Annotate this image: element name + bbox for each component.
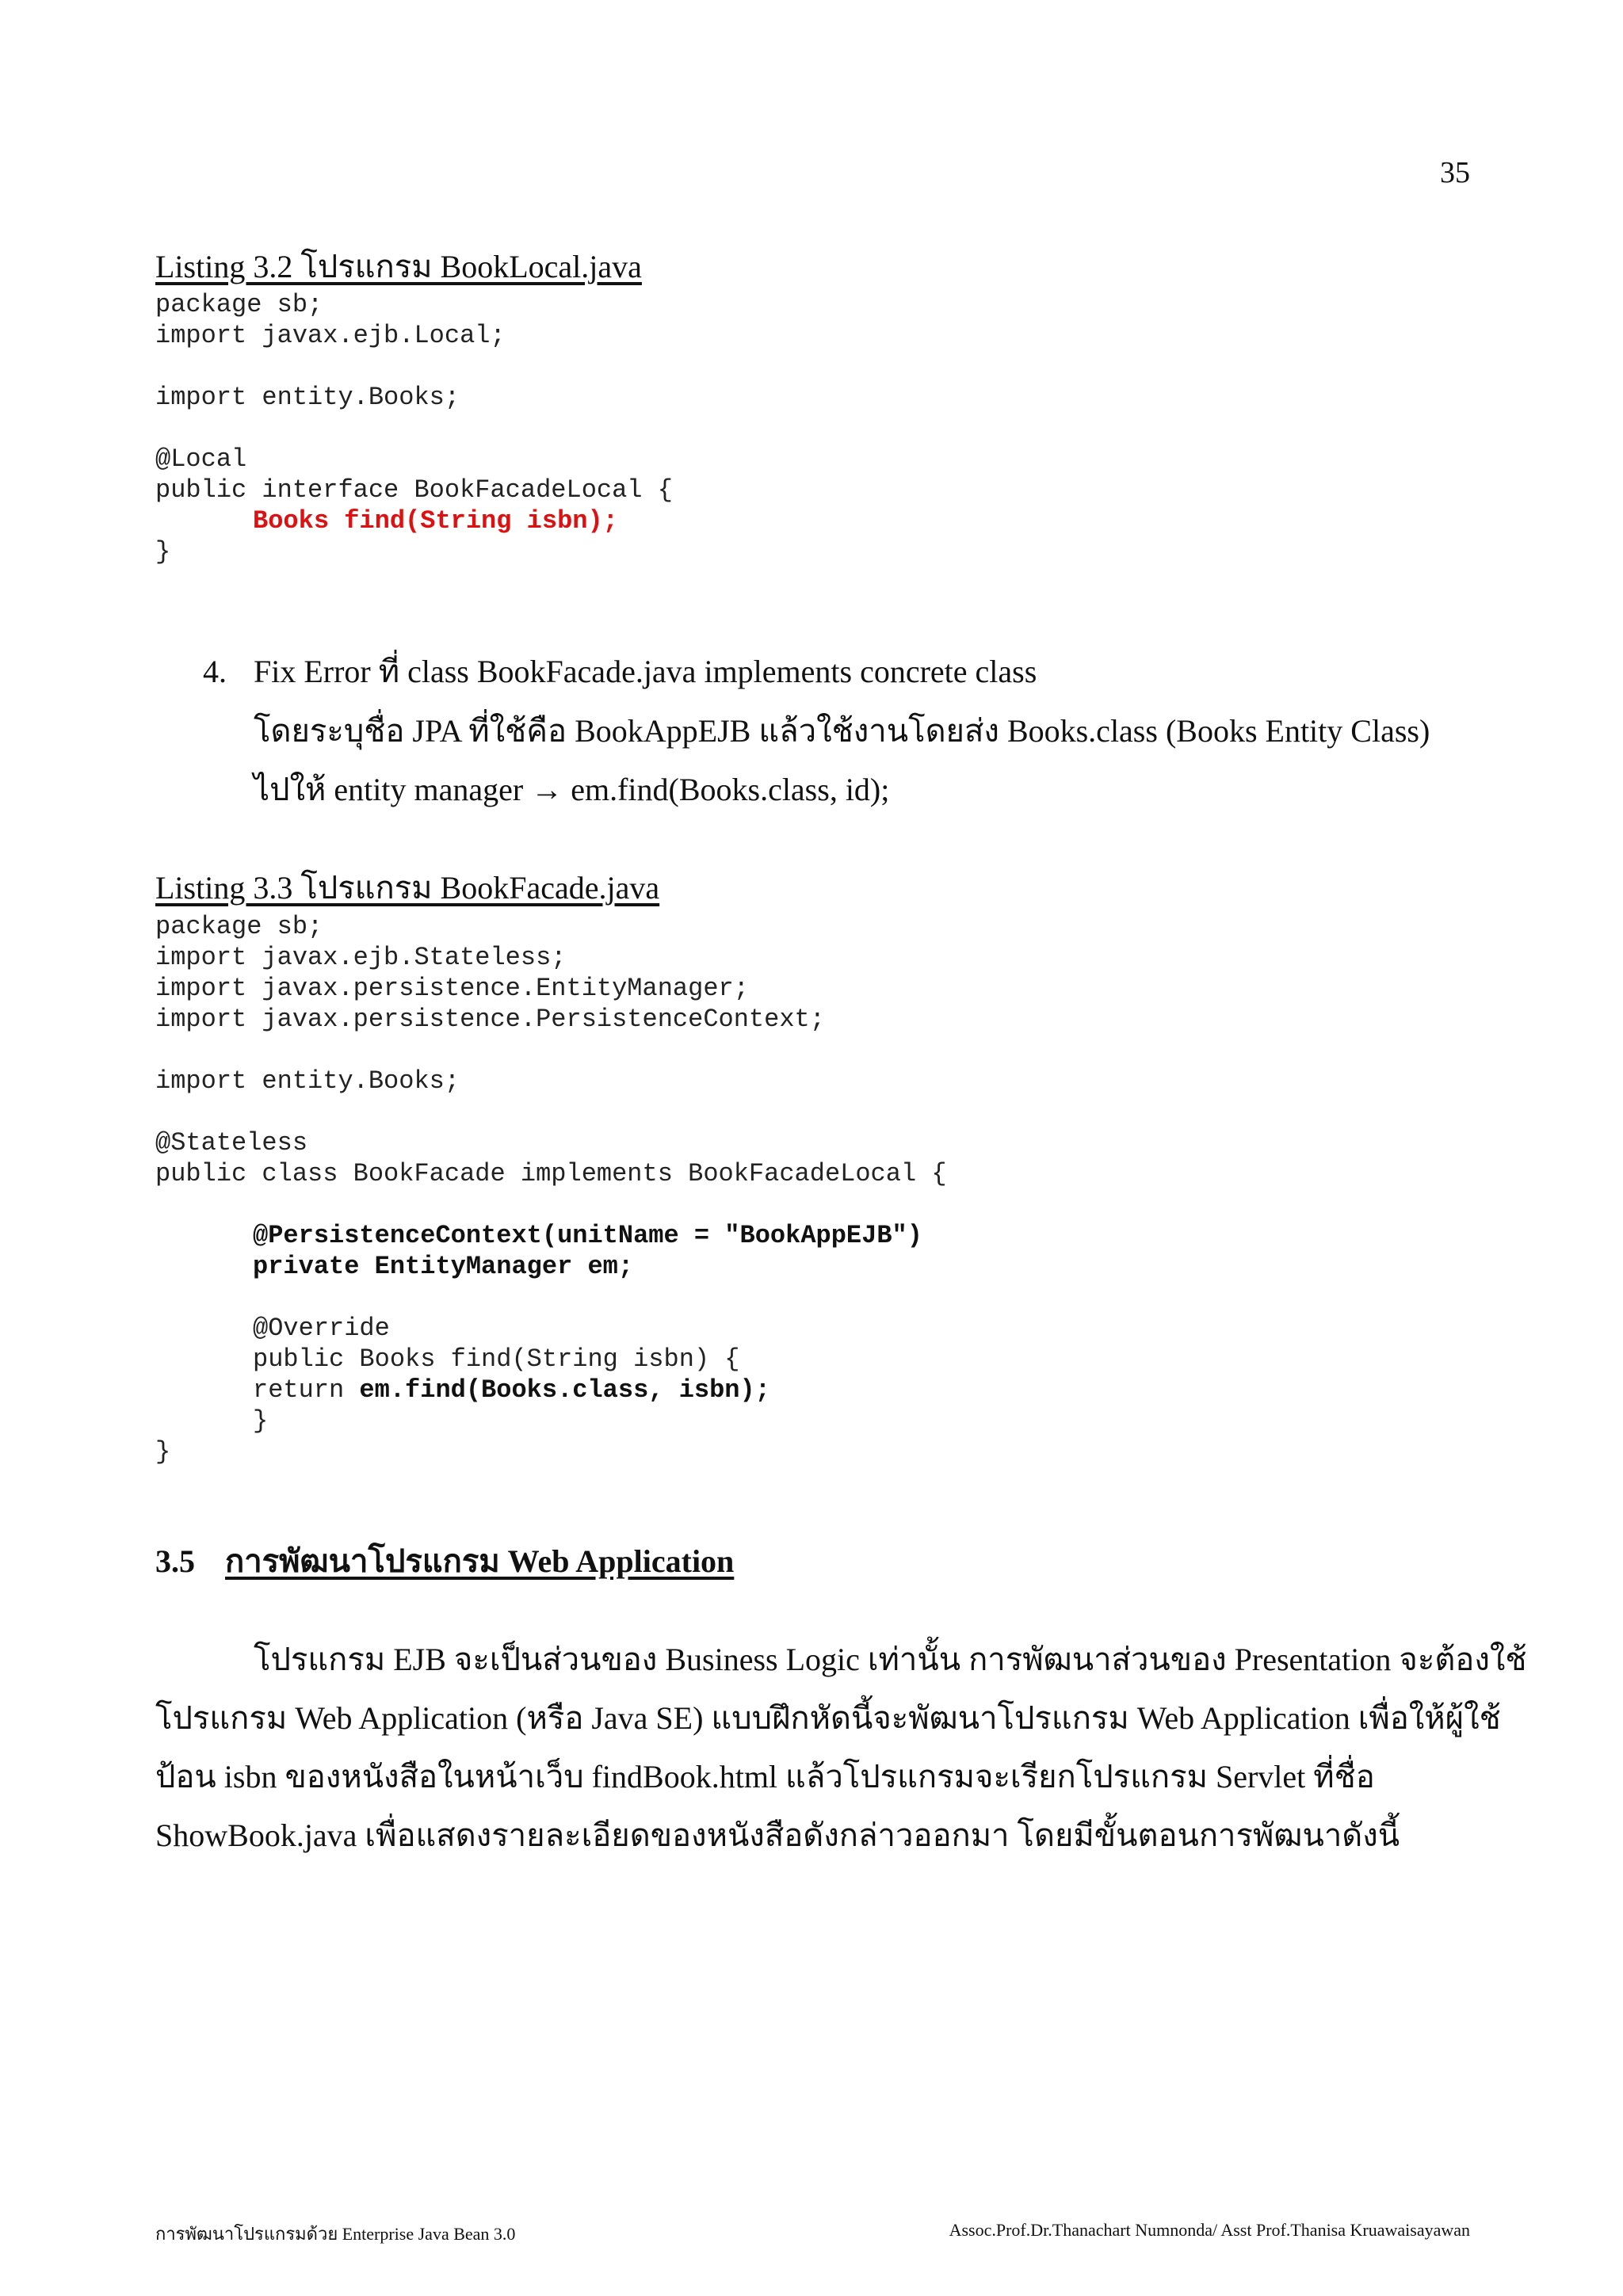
highlighted-code-line: Books find(String isbn); bbox=[253, 506, 618, 536]
paragraph-line: ShowBook.java เพื่อแสดงรายละเอียดของหนังสือดังกล่าวออกมา โดยมีขั้นตอนการพัฒนาดังนี้ bbox=[155, 1817, 1400, 1853]
bold-code-line: @PersistenceContext(unitName = "BookAppEJB") bbox=[253, 1221, 922, 1250]
paragraph-line: ป้อน isbn ของหนังสือในหน้าเว็บ findBook.html แล้วโปรแกรมจะเรียกโปรแกรม Servlet ที่ชื่อ bbox=[155, 1759, 1375, 1794]
blank-line bbox=[155, 1097, 947, 1127]
section-title: การพัฒนาโปรแกรม Web Application bbox=[225, 1543, 735, 1579]
blank-line bbox=[155, 351, 673, 382]
code-line: } bbox=[155, 537, 171, 566]
page-number: 35 bbox=[1440, 156, 1470, 189]
code-line: import javax.persistence.PersistenceContext; bbox=[155, 1005, 825, 1034]
step-4 bbox=[203, 646, 1037, 696]
code-line: import javax.ejb.Stateless; bbox=[155, 943, 567, 972]
code-line: import entity.Books; bbox=[155, 383, 460, 412]
step-line: ไปให้ entity manager → em.find(Books.class, id); bbox=[254, 772, 890, 807]
bold-code-line: private EntityManager em; bbox=[253, 1252, 634, 1281]
code-keyword: return bbox=[253, 1375, 360, 1405]
listing-3-3-caption: Listing 3.3 โปรแกรม BookFacade.java bbox=[155, 870, 660, 906]
blank-line bbox=[155, 1035, 947, 1066]
step-line: Fix Error ที่ class BookFacade.java implements concrete class bbox=[254, 654, 1037, 689]
blank-line bbox=[155, 1282, 947, 1313]
code-line: } bbox=[253, 1406, 269, 1436]
blank-line bbox=[155, 413, 673, 444]
bold-code-fragment: em.find(Books.class, isbn); bbox=[359, 1375, 770, 1405]
code-line: @Local bbox=[155, 444, 247, 474]
code-line: } bbox=[155, 1437, 171, 1466]
code-line: public class BookFacade implements BookFacadeLocal { bbox=[155, 1159, 947, 1188]
code-line bbox=[155, 1375, 947, 1405]
code-line: public Books find(String isbn) { bbox=[253, 1344, 740, 1374]
paragraph-line: โปรแกรม Web Application (หรือ Java SE) แบบฝึกหัดนี้จะพัฒนาโปรแกรม Web Application เพื่อให้ผู้ใช้ bbox=[155, 1700, 1501, 1736]
code-line: package sb; bbox=[155, 912, 323, 941]
section-number: 3.5 bbox=[155, 1543, 195, 1579]
blank-line bbox=[155, 1189, 947, 1220]
code-line: import entity.Books; bbox=[155, 1066, 460, 1096]
code-line: import javax.persistence.EntityManager; bbox=[155, 974, 749, 1003]
paragraph-line: โปรแกรม EJB จะเป็นส่วนของ Business Logic เท่านั้น การพัฒนาส่วนของ Presentation จะต้องใช้ bbox=[254, 1642, 1527, 1677]
code-line: package sb; bbox=[155, 290, 323, 319]
section-heading bbox=[155, 1535, 734, 1586]
listing-3-2-code bbox=[155, 289, 673, 567]
code-line: @Stateless bbox=[155, 1128, 308, 1158]
footer-right: Assoc.Prof.Dr.Thanachart Numnonda/ Asst Prof.Thanisa Kruawaisayawan bbox=[949, 2220, 1470, 2240]
code-line: @Override bbox=[253, 1314, 390, 1343]
listing-3-2-caption: Listing 3.2 โปรแกรม BookLocal.java bbox=[155, 249, 642, 284]
footer-left: การพัฒนาโปรแกรมด้วย Enterprise Java Bean 3.0 bbox=[155, 2224, 516, 2244]
code-line: import javax.ejb.Local; bbox=[155, 321, 506, 350]
listing-3-3-code bbox=[155, 911, 947, 1467]
step-number: 4. bbox=[203, 654, 227, 689]
code-line: public interface BookFacadeLocal { bbox=[155, 475, 673, 505]
step-line: โดยระบุชื่อ JPA ที่ใช้คือ BookAppEJB แล้วใช้งานโดยส่ง Books.class (Books Entity Class) bbox=[254, 713, 1430, 749]
